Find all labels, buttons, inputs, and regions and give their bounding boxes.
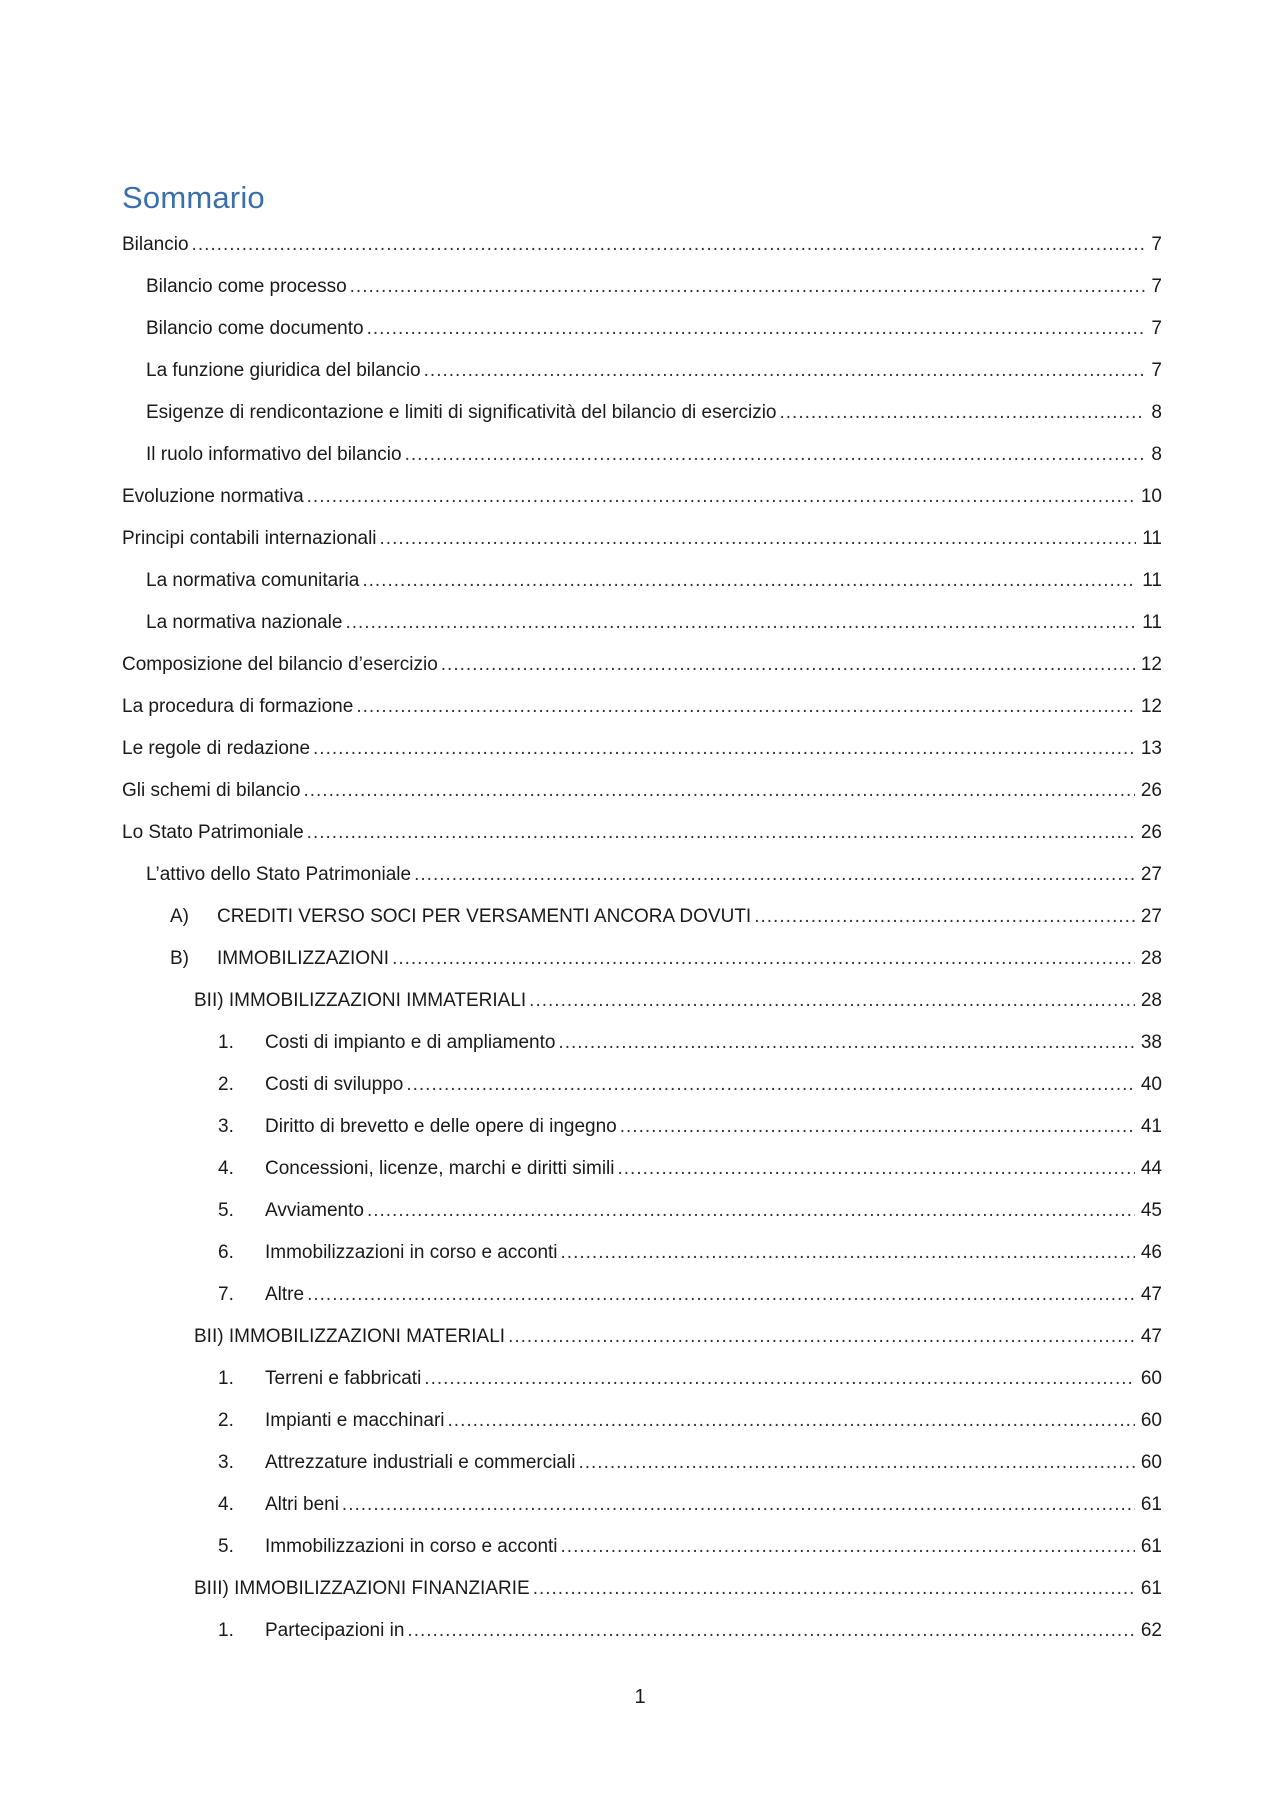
toc-entry[interactable] (122, 1148, 1162, 1190)
toc-dot-leader (441, 654, 1135, 676)
toc-dot-leader (533, 1578, 1135, 1600)
toc-entry-label: Il ruolo informativo del bilancio (146, 444, 402, 465)
toc-entry-page: 27 (1140, 864, 1162, 885)
toc-entry-label: Costi di sviluppo (265, 1074, 404, 1095)
toc-entry-label: Evoluzione normativa (122, 486, 304, 507)
toc-entry-label: BIII) IMMOBILIZZAZIONI FINANZIARIE (194, 1578, 530, 1599)
toc-entry-label: Principi contabili internazionali (122, 528, 377, 549)
toc-dot-leader (192, 234, 1146, 256)
toc-entry-label: Partecipazioni in (265, 1620, 405, 1641)
toc-dot-leader (407, 1620, 1134, 1642)
toc-entry-page: 7 (1151, 318, 1162, 339)
toc-entry[interactable] (122, 1190, 1162, 1232)
toc-entry-label: Altri beni (265, 1494, 339, 1515)
toc-entry[interactable] (122, 896, 1162, 938)
toc-entry-label: BII) IMMOBILIZZAZIONI IMMATERIALI (194, 990, 527, 1011)
toc-dot-leader (424, 1368, 1135, 1390)
toc-entry-label: L’attivo dello Stato Patrimoniale (146, 864, 412, 885)
toc-entry-label: Esigenze di rendicontazione e limiti di significatività del bilancio di esercizio (146, 402, 777, 423)
toc-entry-page: 12 (1140, 654, 1162, 675)
toc-entry-number: 7. (218, 1284, 234, 1305)
toc-dot-leader (620, 1116, 1135, 1138)
toc-dot-leader (313, 738, 1135, 760)
toc-entry-label: Altre (265, 1284, 305, 1305)
toc-entry[interactable] (122, 1232, 1162, 1274)
toc-entry[interactable] (122, 644, 1162, 686)
toc-entry[interactable] (122, 518, 1162, 560)
toc-dot-leader (367, 318, 1146, 340)
toc-entry-page: 60 (1140, 1368, 1162, 1389)
toc-entry-label: Gli schemi di bilancio (122, 780, 301, 801)
toc-entry-page: 28 (1140, 990, 1162, 1011)
table-of-contents (122, 224, 1162, 1652)
toc-entry-label: La procedura di formazione (122, 696, 354, 717)
toc-entry-page: 41 (1140, 1116, 1162, 1137)
toc-entry[interactable] (122, 434, 1162, 476)
toc-dot-leader (367, 1200, 1135, 1222)
toc-dot-leader (508, 1326, 1135, 1348)
toc-entry[interactable] (122, 812, 1162, 854)
toc-entry[interactable] (122, 686, 1162, 728)
toc-entry-page: 26 (1140, 822, 1162, 843)
toc-dot-leader (561, 1536, 1135, 1558)
toc-entry-number: 1. (218, 1368, 234, 1389)
toc-entry-number: 5. (218, 1200, 234, 1221)
toc-entry[interactable] (122, 1400, 1162, 1442)
toc-entry-page: 47 (1140, 1284, 1162, 1305)
toc-entry[interactable] (122, 1442, 1162, 1484)
toc-entry-page: 8 (1151, 402, 1162, 423)
toc-dot-leader (356, 696, 1135, 718)
toc-entry-page: 12 (1140, 696, 1162, 717)
toc-dot-leader (362, 570, 1136, 592)
toc-dot-leader (448, 1410, 1135, 1432)
toc-entry-page: 7 (1151, 276, 1162, 297)
toc-entry-number: 2. (218, 1074, 234, 1095)
toc-dot-leader (405, 444, 1146, 466)
toc-entry-label: La normativa comunitaria (146, 570, 360, 591)
toc-entry[interactable] (122, 1568, 1162, 1610)
toc-entry-label: Immobilizzazioni in corso e acconti (265, 1242, 558, 1263)
toc-entry[interactable] (122, 938, 1162, 980)
toc-dot-leader (380, 528, 1137, 550)
toc-entry[interactable] (122, 560, 1162, 602)
toc-entry-label: Bilancio come processo (146, 276, 347, 297)
toc-entry-page: 61 (1140, 1494, 1162, 1515)
toc-entry[interactable] (122, 1316, 1162, 1358)
toc-entry-page: 45 (1140, 1200, 1162, 1221)
toc-entry-page: 62 (1140, 1620, 1162, 1641)
toc-entry-number: 1. (218, 1032, 234, 1053)
toc-title: Sommario (122, 180, 265, 215)
toc-dot-leader (307, 822, 1135, 844)
toc-entry-label: IMMOBILIZZAZIONI (217, 948, 390, 969)
toc-dot-leader (342, 1494, 1135, 1516)
toc-entry-page: 47 (1140, 1326, 1162, 1347)
toc-entry-number: 5. (218, 1536, 234, 1557)
toc-entry[interactable] (122, 224, 1162, 266)
toc-entry-label: Attrezzature industriali e commerciali (265, 1452, 576, 1473)
toc-entry-label: BII) IMMOBILIZZAZIONI MATERIALI (194, 1326, 506, 1347)
toc-entry-number: B) (170, 948, 189, 969)
toc-entry-label: Lo Stato Patrimoniale (122, 822, 304, 843)
toc-entry-number: 6. (218, 1242, 234, 1263)
toc-dot-leader (754, 906, 1135, 928)
toc-entry-page: 26 (1140, 780, 1162, 801)
toc-entry-label: Avviamento (265, 1200, 364, 1221)
toc-dot-leader (424, 360, 1146, 382)
toc-dot-leader (307, 1284, 1135, 1306)
toc-dot-leader (392, 948, 1135, 970)
toc-dot-leader (303, 780, 1134, 802)
page-number: 1 (634, 1686, 646, 1708)
toc-dot-leader (345, 612, 1136, 634)
toc-entry-page: 8 (1151, 444, 1162, 465)
toc-entry-number: 2. (218, 1410, 234, 1431)
toc-dot-leader (618, 1158, 1135, 1180)
toc-entry[interactable] (122, 350, 1162, 392)
toc-entry-number: 4. (218, 1494, 234, 1515)
toc-entry-page: 28 (1140, 948, 1162, 969)
toc-entry[interactable] (122, 980, 1162, 1022)
toc-entry-number: 3. (218, 1452, 234, 1473)
toc-entry-label: La normativa nazionale (146, 612, 343, 633)
toc-entry[interactable] (122, 308, 1162, 350)
toc-entry[interactable] (122, 1022, 1162, 1064)
toc-entry[interactable] (122, 770, 1162, 812)
toc-entry[interactable] (122, 854, 1162, 896)
toc-dot-leader (307, 486, 1135, 508)
toc-entry-label: La funzione giuridica del bilancio (146, 360, 421, 381)
toc-entry-page: 11 (1142, 528, 1162, 549)
toc-entry-label: CREDITI VERSO SOCI PER VERSAMENTI ANCORA DOVUTI (217, 906, 752, 927)
toc-entry[interactable] (122, 1274, 1162, 1316)
toc-dot-leader (406, 1074, 1135, 1096)
toc-entry-number: A) (170, 906, 189, 927)
toc-entry[interactable] (122, 1064, 1162, 1106)
toc-dot-leader (780, 402, 1146, 424)
toc-entry-label: Concessioni, licenze, marchi e diritti simili (265, 1158, 615, 1179)
toc-entry-label: Costi di impianto e di ampliamento (265, 1032, 556, 1053)
toc-entry[interactable] (122, 266, 1162, 308)
toc-entry-label: Immobilizzazioni in corso e acconti (265, 1536, 558, 1557)
toc-entry[interactable] (122, 1610, 1162, 1652)
toc-entry-label: Diritto di brevetto e delle opere di ingegno (265, 1116, 617, 1137)
toc-entry-page: 7 (1151, 360, 1162, 381)
toc-entry-page: 60 (1140, 1452, 1162, 1473)
toc-dot-leader (414, 864, 1135, 886)
toc-entry[interactable] (122, 1484, 1162, 1526)
toc-entry-number: 4. (218, 1158, 234, 1179)
toc-entry-page: 11 (1142, 612, 1162, 633)
toc-entry-label: Impianti e macchinari (265, 1410, 445, 1431)
toc-entry-label: Bilancio come documento (146, 318, 364, 339)
toc-dot-leader (350, 276, 1146, 298)
toc-entry[interactable] (122, 1526, 1162, 1568)
toc-entry[interactable] (122, 476, 1162, 518)
toc-entry-page: 61 (1140, 1536, 1162, 1557)
toc-entry-label: Composizione del bilancio d’esercizio (122, 654, 438, 675)
toc-entry-label: Bilancio (122, 234, 189, 255)
toc-entry-page: 60 (1140, 1410, 1162, 1431)
toc-entry[interactable] (122, 602, 1162, 644)
toc-entry-page: 61 (1140, 1578, 1162, 1599)
toc-entry-page: 27 (1140, 906, 1162, 927)
toc-entry-page: 10 (1140, 486, 1162, 507)
toc-entry[interactable] (122, 728, 1162, 770)
toc-dot-leader (558, 1032, 1134, 1054)
toc-entry-label: Terreni e fabbricati (265, 1368, 422, 1389)
toc-entry-number: 3. (218, 1116, 234, 1137)
toc-entry[interactable] (122, 392, 1162, 434)
toc-dot-leader (529, 990, 1135, 1012)
toc-entry-page: 38 (1140, 1032, 1162, 1053)
toc-entry-page: 44 (1140, 1158, 1162, 1179)
toc-entry-number: 1. (218, 1620, 234, 1641)
toc-dot-leader (578, 1452, 1134, 1474)
toc-entry-page: 40 (1140, 1074, 1162, 1095)
toc-dot-leader (561, 1242, 1135, 1264)
toc-entry[interactable] (122, 1358, 1162, 1400)
toc-entry[interactable] (122, 1106, 1162, 1148)
toc-entry-page: 13 (1140, 738, 1162, 759)
toc-entry-page: 7 (1151, 234, 1162, 255)
toc-entry-page: 11 (1142, 570, 1162, 591)
toc-entry-label: Le regole di redazione (122, 738, 311, 759)
toc-entry-page: 46 (1140, 1242, 1162, 1263)
